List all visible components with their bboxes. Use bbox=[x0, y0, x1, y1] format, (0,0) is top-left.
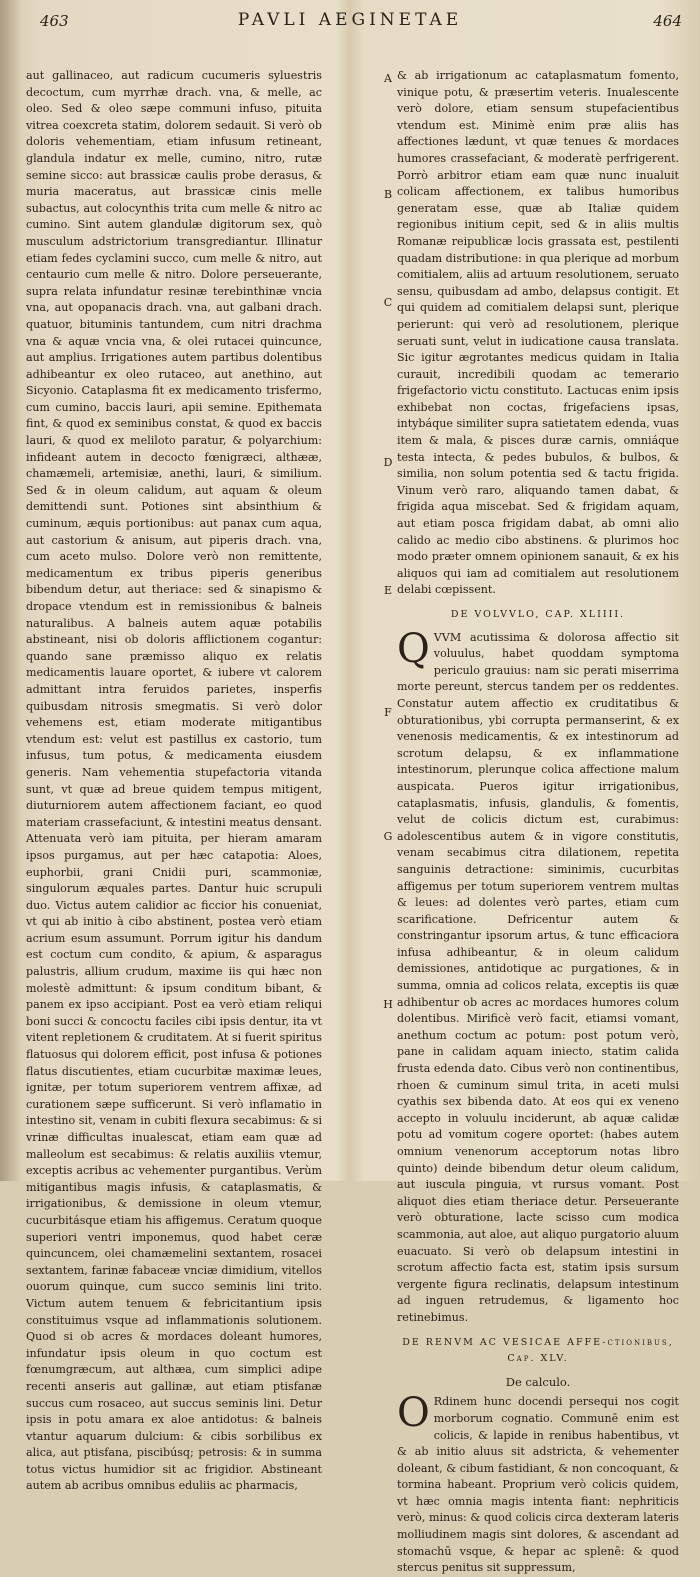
running-head: PAVLI AEGINETAE bbox=[237, 10, 463, 30]
calculus-text: Rdinem hunc docendi persequi nos cogit morborum cognatio. Communē enim est colicis, & lapide in renibus habentibus, vt & ab initio aluus sit adstricta, & vehementer doleant, & cibum fastidiant, & non concoquant, & tormina habeant. Proprium verò colicis quidem, vt hæc omnia magis intenta fiant: nephriticis verò, minus: & quod colicis circa dexteram lateris molliudinem magis sint dolores, & ascendant ad stomachū vsque, & hepar ac splenē: & quod stercus penitus sit suppressum, bbox=[397, 1395, 679, 1575]
right-intro-text: & ab irrigationum ac cataplasmatum fomento, vinique potu, & præsertim veteris. Inualescente verò dolore, etiam sensum stupefacientibus vtendum est. Minimè enim præ aliis has affectiones lædunt, vt quæ tenues & mordaces humores crassefaciant, & moderatè perfrigerent. Porrò arbitror etiam eam quæ nunc inualuit colicam affectionem, ex talibus humoribus generatam esse, quæ ab Italiæ quidem regionibus initium cepit, sed & in aliis multis Romanæ reipublicæ locis grassata est, pestilenti quadam distributione: in qua plerique ad morbum comitialem, aliis ad artuum resolutionem, seruato sensu, quibusdam ad ambo, delapsus contigit. Et qui quidem ad comitialem delapsi sunt, plerique perierunt: qui verò ad resolutionem, plerique seruati sunt, velut in iudicatione causa translata. Sic igitur ægrotantes medicus quidam in Italia curauit, incredibili quodam ac temerario frigefactorio victu constituto. Lactucas enim ipsis exhibebat non coctas, frigefaciens ipsas, intybáque similiter supra satietatem edenda, vuas item & mala, & pisces duræ carnis, omniáque testa intecta, & pedes bubulos, & bulbos, & similia, non solum potentia sed & tactu frigida. Vinum verò raro, aliquando tamen dabat, & frigida aqua miscebat. Sed & frigidam aquam, aut etiam posca frigidam dabat, ab omni alio calido ac medio cibo abstinens. & plurimos hoc modo præter omnem opinionem sanauit, & ex his aliquos qui iam ad comitialem aut resolutionem delabi cœpissent. bbox=[397, 69, 679, 597]
marker-b: B bbox=[383, 188, 393, 201]
left-column-text: aut gallinaceo, aut radicum cucumeris syluestris decoctum, cum myrrhæ drach. vna, & melle, ac oleo. Sed & oleo sæpe communi infuso, pituita vitrea coexcreta statim, dolorem sedauit. Si verò ob doloris vehementiam, etiam infusum retineant, glandula indatur ex melle, cumino, nitro, rutæ semine sicco: aut brassicæ caulis probe derasus, & muria maceratus, aut brassicæ cinis melle subactus, aut colocynthis trita cum melle & nitro ac cumino. Sint autem glandulæ digitorum sex, quò musculum adstrictorium transgrediantur. Illinatur etiam fedes cyclamini succo, cum melle & nitro, aut centaurio cum melle & nitro. Dolore perseuerante, supra relata infundatur resinæ terebinthinæ vncia vna, aut opopanacis drach. vna, aut galbani drach. quatuor, bituminis tantundem, cum nitri drachma vna & aquæ vncia vna, & olei rutacei quincunce, aut amplius. Irrigationes autem partibus dolentibus adhibeantur ex oleo rutaceo, aut anethino, aut Sicyonio. Cataplasma fit ex medicamento trisfermo, cum cumino, baccis lauri, apii semine. Epithemata fint, & quod ex seminibus constat, & quod ex baccis lauri, & quod ex meliloto paratur, & polyarchium: infideant autem in decocto fœnigræci, althææ, chamæmeli, artemisiæ, anethi, lauri, & similium. Sed & in oleum calidum, aut aquam & oleum demittendi sunt. Potiones sint absinthium & cuminum, æquis portionibus: aut panax cum aqua, aut castorium & anisum, aut piperis drach. vna, cum aceto mulso. Dolore verò non remittente, medicamentum ex tribus piperis generibus bibendum detur, aut theriace: sed & sinapismo & dropace vtendum est in remissionibus & balneis naturalibus. A balneis autem aquæ potabilis abstineant, nisi ob doloris afflictionem cogantur: quando sane præmisso aliquo ex relatis medicamentis lauare oportet, & iubere vt calorem admittant intra feruidos parietes, insperfis quibusdam nitrosis smegmatis. Si verò dolor vehemens est, etiam moderate mitigantibus vtendum est: velut est pastillus ex castorio, tum infusus, tum potus, & medicamenta eiusdem generis. Nam vehementia stupefactoria vitanda sunt, vt quæ ad breue quidem tempus mitigent, diuturniorem autem affectionem faciant, eo quod materiam crassefaciunt, & intestini meatus densant. Attenuata verò iam pituita, per hieram amaram ipsos purgamus, aut per hæc catapotia: Aloes, euphorbii, grani Cnidii puri, scammoniæ, singulorum æquales partes. Dantur huic scrupuli duo. Victus autem calidior ac ficcior his conueniat, vt qui ab initio à cibo abstinent, postea verò etiam acrium esum assumunt. Porrum igitur his dandum est coctum cum condito, & apium, & asparagus palustris, allium crudum, maxime iis qui hæc non molestè admittunt: & ipsum conditum bibant, & panem ex ipso accipiant. Post ea verò etiam reliqui boni succi & concoctu faciles cibi ipsis dentur, ita vt vitent repletionem & cruditatem. At si fuerit spiritus flatuosus qui dolorem efficit, post infusa & potiones flatus discutientes, etiam cucurbitæ maximæ leues, ignitæ, per totum superiorem ventrem affixæ, ad curationem sæpe sufficerunt. Si verò inflamatio in intestino sit, venam in cubiti flexura secabimus: & si vrinæ difficultas inualescat, etiam eam quæ ad malleolum est secabimus: & relatis auxiliis vtemur, exceptis acribus ac vehementer purgantibus. Verùm mitigantibus magis infusis, & cataplasmatis, & irrigationibus, & demissione in oleum vtemur, cucurbitásque etiam his affigemus. Ceratum quoque superiori ventri imponemus, quod habet ceræ quincuncem, olei chamæmelini sextantem, rosacei sextantem, farinæ fabaceæ vnciæ dimidium, vitellos ouorum quinque, cum succo seminis lini trito. Victum autem tenuem & febricitantium ipsis constituimus vsque ad inflammationis solutionem. Quod si ob acres & mordaces doleant humores, infundatur ipsis oleum in quo coctum est fœnumgræcum, aut althæa, cum simplici adipe recenti anseris aut gallinæ, aut etiam ptisfanæ succus cum rosaceo, aut succus seminis lini. Detur ipsis in potu amara ex aloe antidotus: & balneis vtantur aquarum dulcium: & cibis sorbilibus ex alica, aut ptisfana, piscibúsq; petrosis: & in summa totus victus humidior sit ac frigidior. Abstineant autem ab acribus omnibus eduliis ac pharmacis, bbox=[26, 69, 322, 1493]
marker-a: A bbox=[384, 72, 392, 85]
volvulus-text: VVM acutissima & dolorosa affectio sit voluulus, habet quoddam symptoma periculo grauius: nam sic perati miserrima morte pereunt, stercus tandem per os reddentes. Constatur autem affectio ex cruditatibus & obturationibus, ybi corrupta permanserint, & ex venenosis medicamentis, & ex intestinorum ad scrotum delapsu, & ex inflammatione intestinorum, plerunque colica affectione malum auspicata. Pueros igitur irrigationibus, cataplasmatis, infusis, glandulis, & fomentis, velut de colicis dictum est, curabimus: adolescentibus autem & in vigore constitutis, venam secabimus citra dilationem, repetita sanguinis detractione: siminimis, cucurbitas affigemus per totum superiorem ventrem multas & leues: ad dolentes verò partes, etiam cum scarificatione. Defricentur autem & constringantur ipsorum artus, & tunc efficaciora infusa adhibeantur, & in oleum calidum demissiones, antidotique ac purgationes, & in summa, omnia ad colicos relata, exceptis iis quæ adhibentur ob acres ac mordaces humores colum dolentibus. Mirificè verò facit, etiamsi vomant, anethum coctum ac potum: post potum verò, pane in calidam aquam iniecto, statim calida frusta edenda dato. Cibus verò non continentibus, rhoen & cuminum simul trita, in aceti mulsi cyathis sex bibenda dato. At eos qui ex veneno accepto in voluulu inciderunt, ab aquæ calidæ potu ad vomitum cogere oportet: (habes autem omnium venenorum acceptorum notas libro quinto) deinde bibendum detur oleum calidum, aut iuscula pinguia, vt rursus vomant. Post aliquot dies etiam theriace detur. Perseuerante verò obturatione, lacte scisso cum modica scammonia, aut aloe, aut aliquo purgatorio aluum euacuato. Si verò ob delapsum intestini in scrotum affectio facta est, statim ipsis sursum vergente figura reclinatis, delapsum intestinum ad inguen retrudemus, & ligamento hoc retinebimus. bbox=[397, 630, 679, 1324]
page-number-right: 464 bbox=[653, 12, 682, 30]
marker-e: E bbox=[383, 584, 393, 597]
volvulus-paragraph bbox=[397, 625, 679, 1327]
section-heading-renes: DE RENVM AC VESICAE AFFE-ctionibus, Cap. XLV. bbox=[402, 1336, 674, 1365]
page-number-left: 463 bbox=[40, 12, 69, 30]
section-heading-volvulus: DE VOLVVLO, CAP. XLIIII. bbox=[450, 609, 626, 620]
left-text-column bbox=[26, 68, 322, 1495]
right-text-column bbox=[397, 68, 679, 1577]
dropcap-q: Q bbox=[397, 625, 430, 672]
dropcap-o: O bbox=[397, 1390, 430, 1437]
marker-f: F bbox=[384, 706, 392, 719]
calculus-paragraph bbox=[397, 1390, 679, 1577]
marker-c: C bbox=[383, 296, 393, 309]
page-edge-shadow bbox=[0, 0, 22, 1181]
marker-d: D bbox=[383, 456, 393, 469]
marker-h: H bbox=[383, 998, 393, 1011]
subheading-calculus: De calculo. bbox=[505, 1374, 571, 1389]
margin-markers bbox=[380, 68, 396, 1148]
marker-g: G bbox=[383, 830, 393, 843]
